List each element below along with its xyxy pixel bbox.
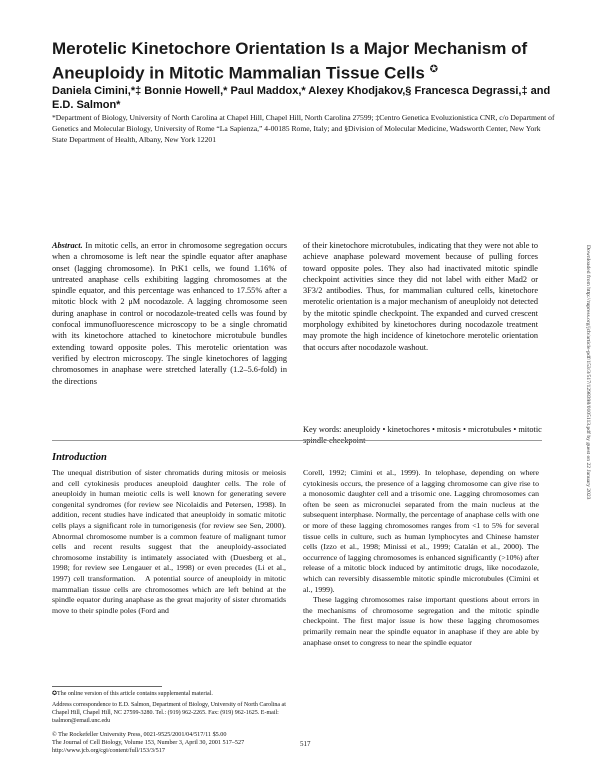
copyright-block (52, 731, 312, 755)
author-list: Daniela Cimini,*‡ Bonnie Howell,* Paul Maddox,* Alexey Khodjakov,§ Francesca Degrassi,‡ and E.D. Salmon* (52, 85, 551, 111)
footnote-supplemental: ✪The online version of this article contains supplemental material. (52, 691, 213, 697)
introduction-column-1: The unequal distribution of sister chromatids during mitosis or meiosis and cell cytokinesis produces aneuploid daughter cells. The role of aneuploidy in human meiotic cells is well known for generating severe congenital syndromes (for review see Nicolaidis and Petersen, 1998). In addition, recent studies have indicated that aneuploidy in somatic mitotic cells plays a significant role in tumorigenesis (for review see Sen, 2000). Abnormal chromosome number is a common feature of malignant tumor cells and recent results suggest that the aneuploidy-associated chromosome instability is intimately associated with (Duesberg et al., 1998; for review see Lengauer et al., 1998) or even precedes (Li et al., 1997) cell transformation. A potential source of aneuploidy in mitotic mammalian tissue cells are chromosomes which are left behind at the spindle equator during anaphase as the great majority of sister chromatids move to their spindle poles (Ford and (52, 468, 286, 615)
affiliations: *Department of Biology, University of North Carolina at Chapel Hill, Chapel Hill, North Carolina 27599; ‡Centro Genetica Evoluzionistica CNR, c/o Department of Genetics and Molecular Biology, University of Rome “La Sapienza,” 4-00185 Rome, Italy; and §Division of Molecular Medicine, Wadsworth Center, New York State Department of Health, Albany, New York 12201 (52, 113, 555, 144)
abstract-column-2: of their kinetochore microtubules, indicating that they were not able to achieve anaphase poleward movement because of pulling forces toward opposite poles. They also had inactivated mitotic spindle checkpoint activities since they did not label with either Mad2 or 3F3/2 antibodies. Thus, for mammalian cultured cells, kinetochore merotelic orientation is a major mechanism of aneuploidy not detected by the mitotic spindle checkpoint. The expanded and curved crescent morphology exhibited by kinetochores during nocodazole treatment may promote the high incidence of kinetochore merotelic orientation that occurs after nocodazole washout. (303, 241, 538, 352)
supplemental-material-icon: ✪ (429, 64, 438, 75)
journal-citation: The Journal of Cell Biology, Volume 153, Number 3, April 30, 2001 517–527 (52, 739, 245, 746)
keywords: Key words: aneuploidy • kinetochores • mitosis • microtubules • mitotic (303, 425, 542, 434)
footnotes (52, 690, 288, 728)
download-watermark: Downloaded from http://rupress.org/jcb/article-pdf/153/3/517/1298398/0105113.pdf by guest on 22 January 2023 (585, 245, 591, 500)
copyright-line: © The Rockefeller University Press, 0021-9525/2001/04/517/11 $5.00 (52, 731, 227, 738)
introduction-paragraph: These lagging chromosomes raise important questions about errors in the mechanisms of chromosome segregation and the mitotic spindle checkpoint. The first major issue is how these lagging chromosomes primarily remain near the spindle equator in anaphase if they are able by anaphase onset to congress to near the spindle equator (303, 595, 539, 647)
introduction-heading: Introduction (52, 452, 107, 463)
page-number: 517 (300, 740, 311, 748)
introduction-paragraph: Corell, 1992; Cimini et al., 1999). In telophase, depending on where cytokinesis occurs, the presence of a lagging chromosome can give rise to a monosomic daughter cell and a trisomic one. Lagging chromosomes can often be seen as micronuclei separated from the main nucleus at the subsequent interphase. Normally, the percentage of anaphase cells with one or more of these lagging chromosomes ranges from <1 to 5% for several tissue cells in culture, such as human lymphocytes and Chinese hamster cells (Izzo et al., 1998; Minissi et al., 1999; Catalán et al., 2000). The occurrence of lagging chromosomes is enhanced significantly (>10%) after release of a mitotic block induced by antimitotic drugs, like nocodazole, which can reversibly disassemble mitotic spindle microtubules (Cimini et al., 1999). (303, 468, 539, 594)
introduction-column-2 (303, 468, 539, 648)
abstract-text-1: In mitotic cells, an error in chromosome segregation occurs when a chromosome is left near the spindle equator after anaphase onset (lagging chromosome). In PtK1 cells, we found 1.16% of untreated anaphase cells exhibiting lagging chromosomes at the spindle equator, and this percentage was enhanced to 17.55% after a mitotic block with 2 μM nocodazole. A lagging chromosome seen during anaphase in control or nocodazole-treated cells was found by confocal immunofluorescence microscopy to be a single chromatid with its kinetochore attached to kinetochore microtubule bundles extending toward opposite poles. This merotelic orientation was verified by electron microscopy. The single kinetochores of lagging chromosomes in anaphase were stretched laterally (1.2–5.6-fold) in the directions (52, 241, 287, 386)
section-divider (52, 440, 542, 441)
abstract-label: Abstract. (52, 241, 83, 250)
abstract-column-1 (52, 240, 287, 387)
article-title: Merotelic Kinetochore Orientation Is a Major Mechanism of Aneuploidy in Mitotic Mammalian Tissue Cells ✪ (52, 39, 528, 83)
footnote-divider (52, 686, 162, 687)
footnote-correspondence: Address correspondence to E.D. Salmon, Department of Biology, University of North Carolina at Chapel Hill, Chapel Hill, NC 27599-3280. Tel.: (919) 962-2265. Fax: (919) 962-1625. E-mail: tsalmon@email.unc.edu (52, 702, 286, 724)
article-url[interactable]: http://www.jcb.org/cgi/content/full/153/3/517 (52, 747, 165, 754)
